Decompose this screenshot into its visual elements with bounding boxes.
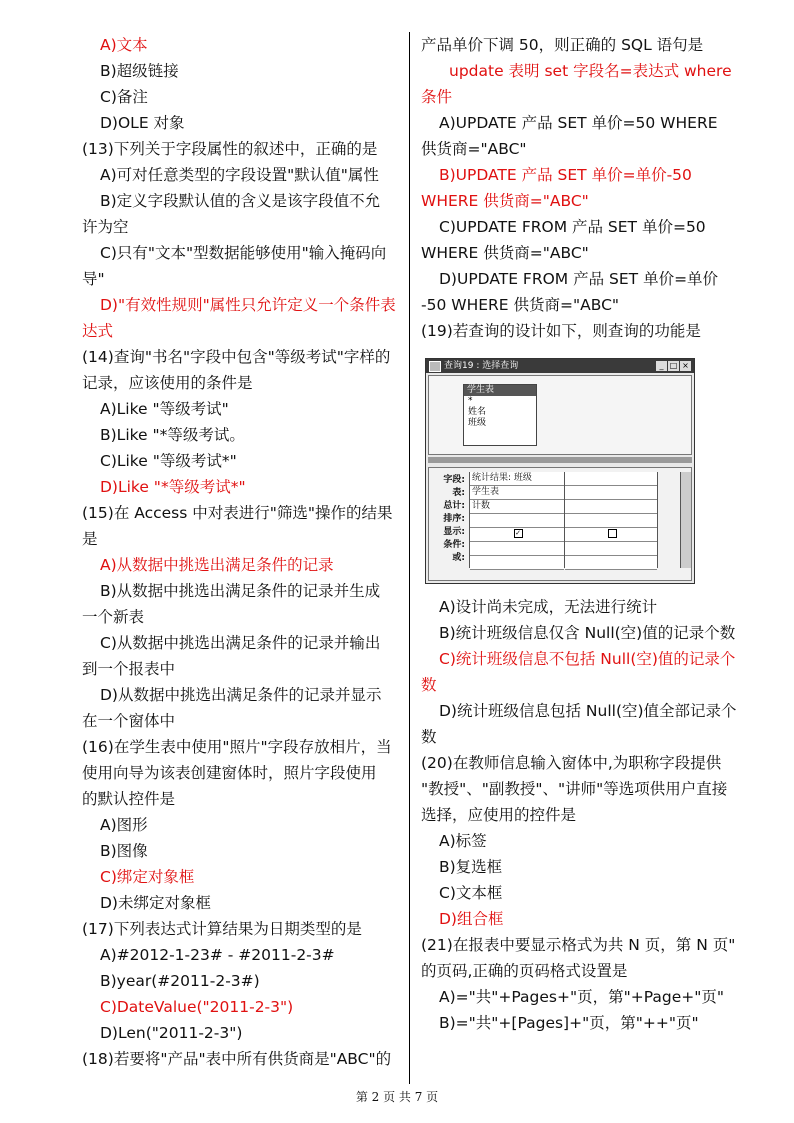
option-15-b-cont: 一个新表 (82, 608, 145, 626)
option-17-b: B)year(#2011-2-3#) (100, 972, 260, 990)
option-20-c: C)文本框 (439, 884, 503, 902)
design-grid (428, 467, 692, 581)
option-18-b: B)UPDATE 产品 SET 单价=单价-50 (439, 166, 692, 184)
option-13-c-cont: 导" (82, 270, 105, 288)
close-icon[interactable]: × (680, 361, 691, 371)
question-14: (14)查询"书名"字段中包含"等级考试"字样的 (82, 348, 391, 366)
option-14-b: B)Like "*等级考试。 (100, 426, 245, 444)
question-16-cont2: 的默认控件是 (82, 790, 176, 808)
option-12-d: D)OLE 对象 (100, 114, 185, 132)
option-19-a: A)设计尚未完成，无法进行统计 (439, 598, 658, 616)
option-12-a: A)文本 (100, 36, 148, 54)
field-cell[interactable] (565, 472, 657, 486)
field-cell[interactable]: 统计结果: 班级 (470, 472, 564, 486)
checkbox-checked-icon[interactable]: ✓ (515, 529, 521, 537)
option-15-c: C)从数据中挑选出满足条件的记录并输出 (100, 634, 381, 652)
or-cell[interactable] (565, 556, 657, 570)
grid-column-2 (565, 472, 658, 568)
question-15-cont: 是 (82, 530, 98, 548)
option-12-c: C)备注 (100, 88, 148, 106)
window-titlebar (426, 359, 694, 373)
option-13-d-cont: 达式 (82, 322, 114, 340)
question-20-cont2: 选择，应使用的控件是 (421, 806, 577, 824)
row-label: 显示: (443, 527, 465, 537)
option-13-d: D)"有效性规则"属性只允许定义一个条件表 (100, 296, 396, 314)
row-label: 或: (452, 553, 465, 563)
option-19-b: B)统计班级信息仅含 Null(空)值的记录个数 (439, 624, 736, 642)
right-column (421, 32, 739, 1036)
option-13-b: B)定义字段默认值的含义是该字段值不允 (100, 192, 381, 210)
option-18-d-cont: -50 WHERE 供货商="ABC" (421, 296, 620, 314)
table-cell[interactable]: 学生表 (470, 486, 564, 500)
option-13-c: C)只有"文本"型数据能够使用"输入掩码向 (100, 244, 387, 262)
show-cell[interactable] (470, 528, 564, 542)
minimize-icon[interactable]: _ (656, 361, 667, 371)
option-15-c-cont: 到一个报表中 (82, 660, 176, 678)
option-13-b-cont: 许为空 (82, 218, 129, 236)
vertical-scrollbar[interactable] (680, 472, 691, 568)
criteria-cell[interactable] (470, 542, 564, 556)
option-19-d-cont: 数 (421, 728, 437, 746)
option-17-c: C)DateValue("2011-2-3") (100, 998, 294, 1016)
question-13: (13)下列关于字段属性的叙述中，正确的是 (82, 140, 378, 158)
pane-splitter[interactable] (428, 457, 692, 463)
option-15-d: D)从数据中挑选出满足条件的记录并显示 (100, 686, 382, 704)
option-18-c-cont: WHERE 供货商="ABC" (421, 244, 589, 262)
row-label: 表: (452, 488, 465, 498)
left-column (82, 32, 394, 1072)
option-16-c: C)绑定对象框 (100, 868, 195, 886)
grid-row-labels (435, 474, 465, 565)
option-20-b: B)复选框 (439, 858, 503, 876)
question-15: (15)在 Access 中对表进行"筛选"操作的结果 (82, 504, 393, 522)
option-12-b: B)超级链接 (100, 62, 179, 80)
sort-cell[interactable] (470, 514, 564, 528)
option-14-c: C)Like "等级考试*" (100, 452, 237, 470)
row-label: 排序: (443, 514, 465, 524)
question-21-cont: 的页码,正确的页码格式设置是 (421, 962, 628, 980)
maximize-icon[interactable]: □ (669, 361, 678, 370)
field-list-item[interactable]: 班级 (468, 418, 487, 428)
option-20-a: A)标签 (439, 832, 487, 850)
option-18-a-cont: 供货商="ABC" (421, 140, 527, 158)
option-15-d-cont: 在一个窗体中 (82, 712, 176, 730)
checkbox-empty-icon[interactable] (608, 529, 617, 538)
option-18-d: D)UPDATE FROM 产品 SET 单价=单价 (439, 270, 719, 288)
option-18-b-cont: WHERE 供货商="ABC" (421, 192, 589, 210)
option-18-c: C)UPDATE FROM 产品 SET 单价=50 (439, 218, 706, 236)
option-19-c: C)统计班级信息不包括 Null(空)值的记录个 (439, 650, 736, 668)
option-21-b: B)="共"+[Pages]+"页，第"++"页" (439, 1014, 699, 1032)
option-15-a: A)从数据中挑选出满足条件的记录 (100, 556, 334, 574)
question-21: (21)在报表中要显示格式为共 N 页，第 N 页" (421, 936, 736, 954)
field-list-item[interactable]: * (468, 396, 473, 406)
answer-note-18-cont: 条件 (421, 88, 453, 106)
field-list-item[interactable]: 姓名 (468, 407, 487, 417)
option-20-d: D)组合框 (439, 910, 504, 928)
table-pane (428, 375, 692, 455)
question-14-cont: 记录，应该使用的条件是 (82, 374, 253, 392)
table-cell[interactable] (565, 486, 657, 500)
total-cell[interactable]: 计数 (470, 500, 564, 514)
option-18-a: A)UPDATE 产品 SET 单价=50 WHERE (439, 114, 718, 132)
window-title: 查询19 : 选择查询 (444, 361, 519, 371)
row-label: 总计: (443, 501, 465, 511)
question-18-cont: 产品单价下调 50，则正确的 SQL 语句是 (421, 36, 704, 54)
question-19: (19)若查询的设计如下，则查询的功能是 (421, 322, 701, 340)
field-list-title: 学生表 (464, 385, 536, 396)
window-icon (429, 361, 441, 372)
sort-cell[interactable] (565, 514, 657, 528)
field-list-box (463, 384, 537, 446)
option-16-d: D)未绑定对象框 (100, 894, 211, 912)
row-label: 条件: (443, 540, 465, 550)
question-20-cont1: "教授"、"副教授"、"讲师"等选项供用户直接 (421, 780, 728, 798)
option-19-d: D)统计班级信息包括 Null(空)值全部记录个 (439, 702, 737, 720)
option-14-d: D)Like "*等级考试*" (100, 478, 246, 496)
option-13-a: A)可对任意类型的字段设置"默认值"属性 (100, 166, 379, 184)
option-21-a: A)="共"+Pages+"页，第"+Page+"页" (439, 988, 724, 1006)
grid-column-1 (470, 472, 565, 568)
question-17: (17)下列表达式计算结果为日期类型的是 (82, 920, 362, 938)
show-cell[interactable] (565, 528, 657, 542)
criteria-cell[interactable] (565, 542, 657, 556)
option-17-d: D)Len("2011-2-3") (100, 1024, 243, 1042)
grid-columns (469, 472, 679, 568)
total-cell[interactable] (565, 500, 657, 514)
option-14-a: A)Like "等级考试" (100, 400, 229, 418)
option-17-a: A)#2012-1-23# - #2011-2-3# (100, 946, 335, 964)
answer-note-18: update 表明 set 字段名=表达式 where (449, 62, 732, 80)
question-16-cont1: 使用向导为该表创建窗体时，照片字段使用 (82, 764, 377, 782)
option-19-c-cont: 数 (421, 676, 437, 694)
option-16-a: A)图形 (100, 816, 148, 834)
question-20: (20)在教师信息输入窗体中,为职称字段提供 (421, 754, 722, 772)
query-design-screenshot (425, 358, 695, 584)
row-label: 字段: (443, 475, 465, 485)
or-cell[interactable] (470, 556, 564, 570)
question-18: (18)若要将"产品"表中所有供货商是"ABC"的 (82, 1050, 392, 1068)
question-16: (16)在学生表中使用"照片"字段存放相片，当 (82, 738, 392, 756)
option-16-b: B)图像 (100, 842, 148, 860)
column-divider (409, 32, 410, 1084)
page-footer: 第 2 页 共 7 页 (355, 1090, 439, 1104)
option-15-b: B)从数据中挑选出满足条件的记录并生成 (100, 582, 381, 600)
